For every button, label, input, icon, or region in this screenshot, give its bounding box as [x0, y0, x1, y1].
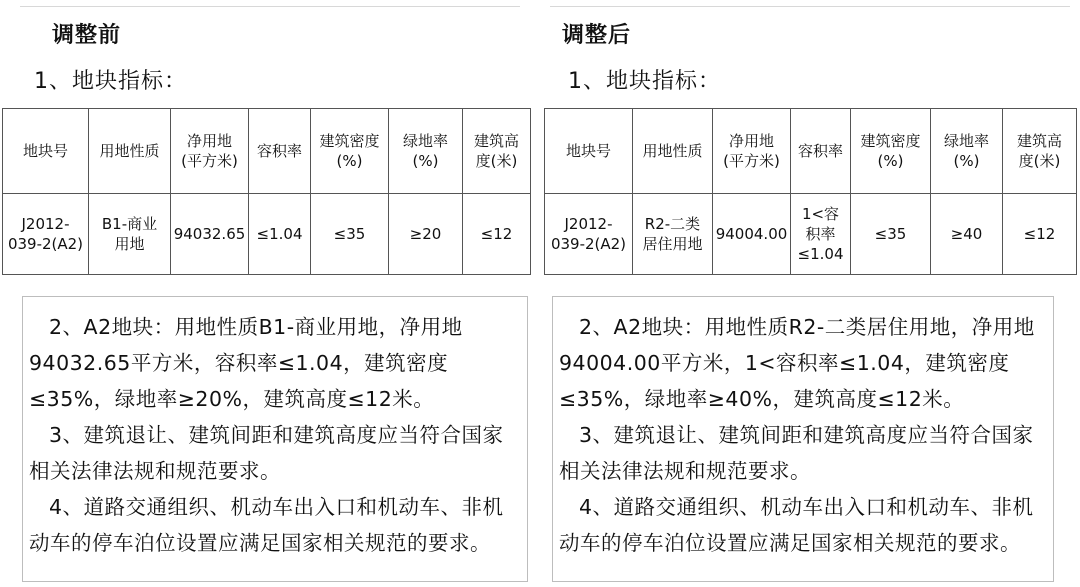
after-clauses-box	[552, 296, 1054, 582]
after-panel	[540, 0, 1080, 587]
table-cell: J2012- 039-2(A2)	[545, 194, 633, 275]
table-cell: R2-二类 居住用地	[633, 194, 713, 275]
table-header-row	[3, 109, 531, 194]
header-cell: 建筑密度 (%)	[851, 109, 931, 194]
table-cell: J2012- 039-2(A2)	[3, 194, 89, 275]
header-cell: 建筑高 度(米)	[1003, 109, 1077, 194]
header-cell: 用地性质	[89, 109, 171, 194]
table-cell: ≤35	[851, 194, 931, 275]
table-row	[3, 194, 531, 275]
table-cell: 1<容 积率 ≤1.04	[791, 194, 851, 275]
before-title: 调整前	[52, 23, 122, 48]
clause-paragraph: 3、建筑退让、建筑间距和建筑高度应当符合国家相关法律法规和规范要求。	[559, 423, 1034, 483]
before-indicator-table	[2, 108, 531, 275]
header-cell: 绿地率 (%)	[389, 109, 463, 194]
clause-paragraph: 4、道路交通组织、机动车出入口和机动车、非机动车的停车泊位设置应满足国家相关规范的要求。	[559, 495, 1034, 555]
header-cell: 建筑密度 (%)	[311, 109, 389, 194]
clause-paragraph: 2、A2地块：用地性质B1-商业用地，净用地94032.65平方米，容积率≤1.04，建筑密度≤35%，绿地率≥20%，建筑高度≤12米。	[29, 315, 463, 411]
table-row	[545, 194, 1077, 275]
table-cell: ≤1.04	[249, 194, 311, 275]
header-cell: 地块号	[3, 109, 89, 194]
before-clauses-box	[22, 296, 528, 582]
table-cell: B1-商业 用地	[89, 194, 171, 275]
clause-paragraph: 3、建筑退让、建筑间距和建筑高度应当符合国家相关法律法规和规范要求。	[29, 423, 504, 483]
header-cell: 容积率	[249, 109, 311, 194]
table-cell: ≤12	[463, 194, 531, 275]
top-divider	[20, 6, 520, 7]
table-cell: ≤12	[1003, 194, 1077, 275]
top-divider	[550, 6, 1070, 7]
header-cell: 用地性质	[633, 109, 713, 194]
table-cell: ≥40	[931, 194, 1003, 275]
header-cell: 绿地率 (%)	[931, 109, 1003, 194]
table-cell: ≥20	[389, 194, 463, 275]
header-cell: 净用地 (平方米)	[171, 109, 249, 194]
clause-paragraph: 2、A2地块：用地性质R2-二类居住用地，净用地94004.00平方米，1<容积率≤1.04，建筑密度≤35%，绿地率≥40%，建筑高度≤12米。	[559, 315, 1035, 411]
table-cell: 94004.00	[713, 194, 791, 275]
table-cell: ≤35	[311, 194, 389, 275]
header-cell: 容积率	[791, 109, 851, 194]
header-cell: 建筑高 度(米)	[463, 109, 531, 194]
after-section-heading: 1、地块指标：	[568, 69, 721, 94]
after-indicator-table	[544, 108, 1077, 275]
header-cell: 净用地 (平方米)	[713, 109, 791, 194]
table-cell: 94032.65	[171, 194, 249, 275]
after-title: 调整后	[562, 23, 632, 48]
header-cell: 地块号	[545, 109, 633, 194]
before-section-heading: 1、地块指标：	[34, 69, 187, 94]
clause-paragraph: 4、道路交通组织、机动车出入口和机动车、非机动车的停车泊位设置应满足国家相关规范的要求。	[29, 495, 504, 555]
table-header-row	[545, 109, 1077, 194]
